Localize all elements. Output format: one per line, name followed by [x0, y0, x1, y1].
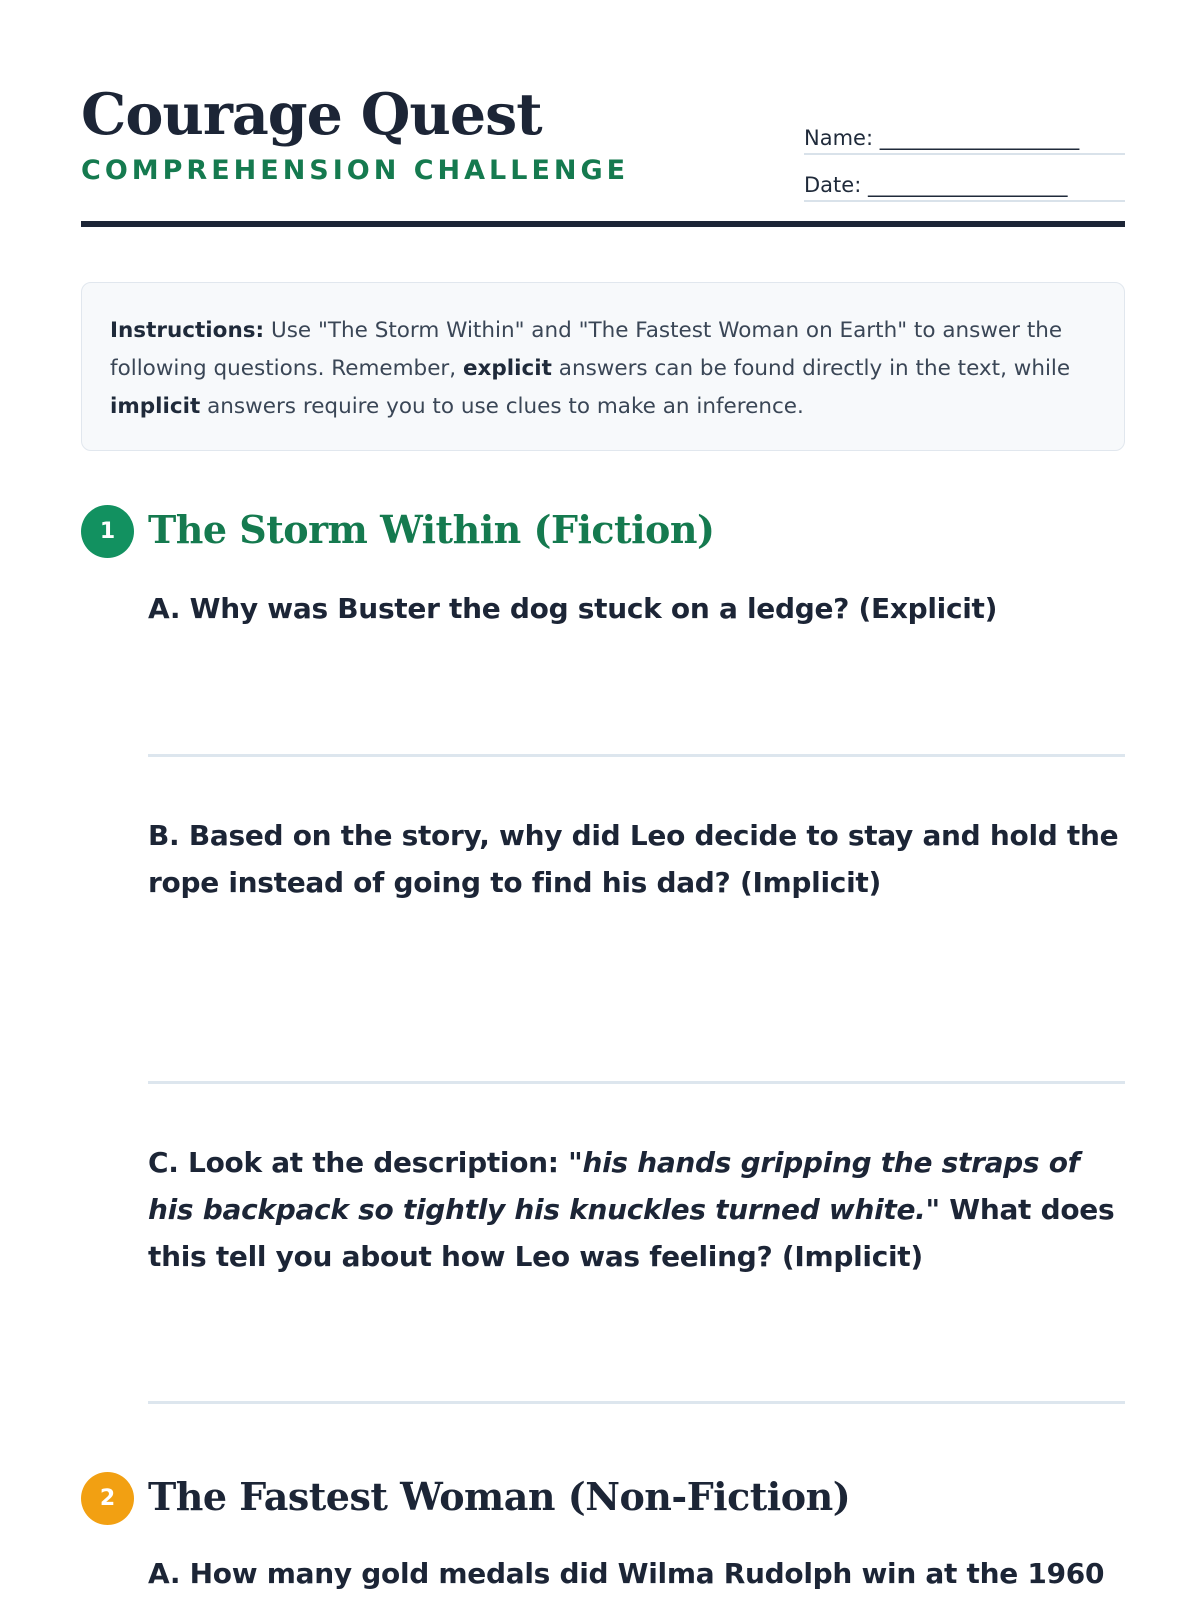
name-field-label: Name: ___________________ — [804, 126, 1080, 150]
section-2-title: The Fastest Woman (Non-Fiction) — [148, 1474, 851, 1519]
question-1c-prefix: C. Look at the description: — [148, 1146, 569, 1179]
question-1c-quote: "his hands gripping the straps of his backpack so tightly his knuckles turned white." — [148, 1146, 1080, 1226]
worksheet-header — [81, 80, 1125, 228]
student-info-fields — [804, 108, 1125, 202]
question-1c-suffix: What does this tell you about how Leo was feeling? (Implicit) — [148, 1193, 1115, 1273]
question-1c — [148, 1139, 1125, 1280]
instructions-text-1: Use "The Storm Within" and "The Fastest Woman on Earth" to answer the following questions. Remember, — [110, 318, 1063, 381]
instructions-text-2: answers can be found directly in the text, while — [551, 356, 1071, 381]
header-divider — [81, 221, 1125, 227]
section-1-header — [81, 505, 1125, 559]
question-1a: A. Why was Buster the dog stuck on a ledge? (Explicit) — [148, 592, 998, 625]
instructions-explicit: explicit — [462, 356, 552, 381]
question-1b: B. Based on the story, why did Leo decide to stay and hold the rope instead of going to find his dad? (Implicit) — [148, 819, 1119, 899]
answer-line-1b[interactable] — [148, 1081, 1125, 1084]
section-1-number-badge: 1 — [81, 505, 134, 558]
answer-line-1c[interactable] — [148, 1401, 1125, 1404]
worksheet-title: Courage Quest — [81, 81, 542, 148]
instructions-text-3: answers require you to use clues to make an inference. — [200, 394, 804, 419]
name-field[interactable] — [804, 108, 1125, 155]
worksheet-subtitle: COMPREHENSION CHALLENGE — [81, 155, 630, 186]
question-2a: A. How many gold medals did Wilma Rudolph win at the 1960 — [148, 1557, 1105, 1590]
section-2-number-badge: 2 — [81, 1472, 134, 1525]
section-2-header — [81, 1472, 1125, 1526]
instructions-implicit: implicit — [110, 394, 201, 419]
date-field-label: Date: ___________________ — [804, 173, 1068, 197]
instructions-box — [81, 282, 1125, 451]
answer-line-1a[interactable] — [148, 754, 1125, 757]
instructions-label: Instructions: — [110, 318, 265, 343]
date-field[interactable] — [804, 155, 1125, 202]
section-1-title: The Storm Within (Fiction) — [148, 507, 715, 552]
